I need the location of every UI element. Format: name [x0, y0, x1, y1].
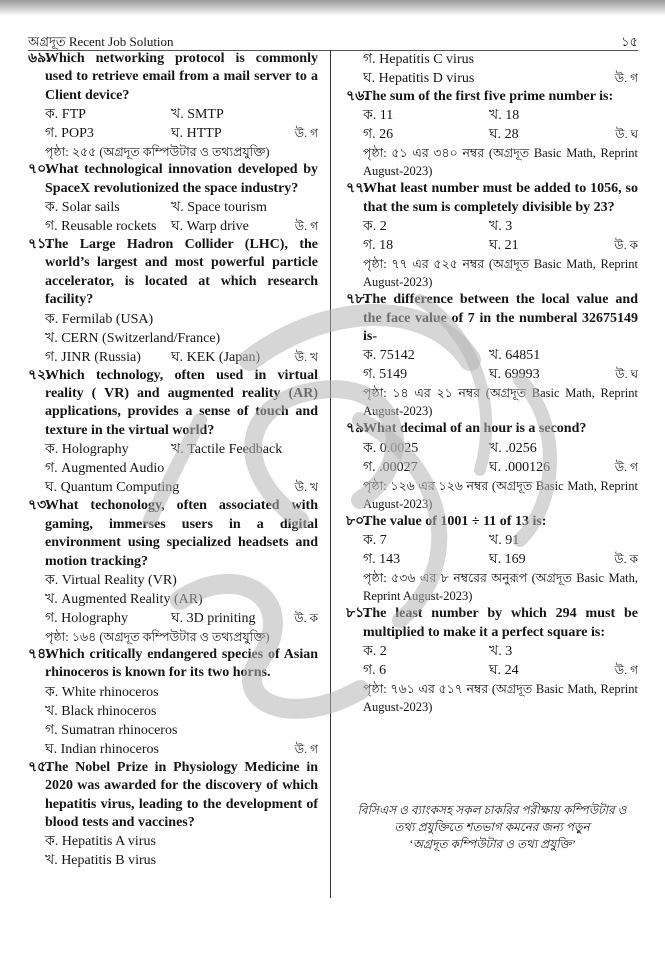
page-reference: পৃষ্ঠা: ২৫৫ (অগ্রদূত কম্পিউটার ও তথ্যপ্রযুক্তি)	[45, 145, 270, 160]
option: ক. 7	[363, 533, 387, 549]
option: গ. 26	[363, 127, 394, 143]
option-row	[363, 125, 638, 144]
promo-note	[346, 802, 638, 853]
option: ঘ. 21	[489, 238, 519, 254]
option: গ. Reusable rockets	[45, 219, 157, 235]
option-row	[45, 217, 318, 236]
option: গ. 5149	[363, 367, 408, 383]
answer-key: উ. গ	[294, 126, 318, 141]
answer-key: উ. গ	[614, 71, 638, 85]
page-reference: পৃষ্ঠা: ৫১ এর ৩৪০ নম্বর (অগ্রদূত Basic Math, Reprint August-2023)	[363, 146, 638, 179]
page-number: ১৫	[621, 34, 638, 49]
answer-key: উ. খ	[294, 480, 318, 495]
question-text	[346, 180, 638, 217]
book-title: অগ্রদূত Recent Job Solution	[28, 34, 174, 49]
option: ঘ. .000126	[489, 459, 551, 475]
option: গ. .00027	[363, 459, 418, 475]
option: ঘ. Warp drive	[171, 219, 249, 235]
options-list	[28, 198, 318, 236]
question-body: Which technology, often used in virtual reality ( VR) and augmented reality (AR) applications, provides a sense of touch and texture in the virtual world?	[45, 367, 318, 438]
option: ঘ. Hepatitis D virus	[363, 71, 475, 86]
option: খ. Hepatitis B virus	[45, 853, 157, 869]
option: ক. 2	[363, 644, 387, 660]
option: খ. Tactile Feedback	[171, 442, 283, 458]
option-row	[45, 459, 318, 478]
question-body: The value of 1001 ÷ 11 of 13 is:	[363, 513, 547, 529]
promo-line-3: ‘অগ্রদূত কম্পিউটার ও তথ্য প্রযুক্তি’	[408, 837, 576, 851]
option: ক. FTP	[45, 107, 86, 123]
option: গ. 18	[363, 238, 394, 254]
option-row	[45, 609, 318, 628]
promo-line-2: তথ্য প্রযুক্তিতে শতভাগ কমনের জন্য পড়ুন	[394, 820, 590, 834]
options-list	[346, 106, 638, 144]
option-row	[45, 702, 318, 721]
option: খ. 64851	[489, 348, 541, 364]
question-number: ৭৭.	[346, 181, 368, 197]
option: ঘ. KEK (Japan)	[171, 349, 261, 365]
option: ক. Holography	[45, 442, 129, 458]
answer-key: উ. ঘ	[615, 127, 638, 142]
option: খ. CERN (Switzerland/France)	[45, 330, 221, 346]
column-divider	[330, 50, 331, 898]
options-list	[28, 832, 318, 870]
question-block	[28, 646, 318, 759]
question-body: The difference between the local value and the face value of 7 in the numberal 32675149 is-	[363, 292, 638, 345]
left-column	[28, 50, 318, 870]
option: ঘ. 28	[489, 127, 519, 143]
question-text	[28, 497, 318, 571]
options-list	[28, 683, 318, 759]
option: ঘ. Indian rhinoceros	[45, 741, 160, 757]
option: ঘ. 3D priniting	[171, 610, 256, 626]
option-row	[363, 50, 638, 69]
option-row	[363, 69, 638, 88]
option-row	[363, 642, 638, 661]
question-body: The sum of the first five prime number is:	[363, 89, 614, 104]
question-block	[346, 88, 638, 180]
question-block	[346, 605, 638, 716]
options-list	[28, 440, 318, 497]
option-row	[45, 590, 318, 609]
option-row	[363, 550, 638, 569]
question-body: The least number by which 294 must be multiplied to make it a perfect square is:	[363, 606, 638, 640]
option: গ. 6	[363, 663, 387, 679]
page-reference: পৃষ্ঠা: ১২৬ এর ১২৬ নম্বর (অগ্রদূত Basic Math, Reprint August-2023)	[363, 478, 638, 511]
option: ঘ. 69993	[489, 367, 540, 383]
page-reference: পৃষ্ঠা: ১৬৪ (অগ্রদূত কম্পিউটার ও তথ্যপ্রযুক্তি)	[45, 629, 270, 644]
answer-key: উ. খ	[294, 349, 318, 364]
question-number: ৬৯.	[28, 51, 50, 66]
question-block	[28, 161, 318, 236]
question-number: ৭০.	[28, 162, 50, 178]
answer-key: উ. ক	[614, 238, 638, 253]
option: খ. Space tourism	[171, 200, 267, 216]
option-row	[45, 571, 318, 590]
option-row	[45, 478, 318, 497]
question-block	[346, 180, 638, 291]
question-number: ৮১.	[346, 606, 368, 622]
page-reference: পৃষ্ঠা: ৫৩৬ এর ৮ নম্বরের অনুরূপ (অগ্রদূত Basic Math, Reprint August-2023)	[363, 571, 638, 604]
option-row	[45, 721, 318, 740]
question-number: ৭৮.	[346, 292, 368, 308]
options-list	[346, 531, 638, 569]
page-header	[28, 32, 638, 51]
option: খ. Augmented Reality (AR)	[45, 591, 203, 607]
question-text	[346, 291, 638, 346]
option: ক. Fermilab (USA)	[45, 311, 154, 327]
option: গ. 143	[363, 552, 401, 568]
option-row	[363, 106, 638, 125]
page-reference: পৃষ্ঠা: ৭৭ এর ৫২৫ নম্বর (অগ্রদূত Basic Math, Reprint August-2023)	[363, 257, 638, 290]
option: ক. 2	[363, 219, 387, 235]
option: ক. 75142	[363, 348, 415, 364]
question-block	[28, 497, 318, 646]
option-row	[45, 105, 318, 124]
question-number: ৮০.	[346, 513, 368, 529]
options-list	[346, 217, 638, 255]
options-list	[346, 642, 638, 680]
option: খ. 3	[489, 644, 513, 660]
question-text	[28, 646, 318, 683]
answer-key: উ. গ	[614, 663, 638, 678]
question-number: ৭৬.	[346, 89, 368, 104]
option: খ. 18	[489, 108, 520, 124]
option-row	[45, 683, 318, 702]
option: ঘ. Quantum Computing	[45, 480, 180, 496]
question-block	[28, 50, 318, 161]
question-number: ৭৫.	[28, 759, 50, 775]
option: খ. .0256	[489, 440, 537, 456]
option-row	[45, 124, 318, 143]
question-block	[346, 291, 638, 420]
option: ক. Hepatitis A virus	[45, 834, 156, 850]
question-body: What decimal of an hour is a second?	[363, 421, 587, 437]
option: ঘ. 24	[489, 663, 519, 679]
options-list	[28, 105, 318, 143]
option-row	[45, 310, 318, 329]
option: ক. 11	[363, 108, 394, 124]
option: গ. Augmented Audio	[45, 461, 165, 477]
question-block	[346, 513, 638, 605]
option: খ. Black rhinoceros	[45, 703, 157, 719]
option: খ. 3	[489, 219, 513, 235]
option-row	[363, 661, 638, 680]
question-text	[28, 50, 318, 105]
option-row	[45, 832, 318, 851]
question-text	[346, 88, 638, 106]
question-text	[28, 759, 318, 833]
option-row	[45, 440, 318, 459]
question-body: The Large Hadron Collider (LHC), the world’s largest and most powerful particle accelerator, is located at which research facility?	[45, 237, 318, 308]
question-body: The Nobel Prize in Physiology Medicine in 2020 was awarded for the discovery of which hepatitis virus, leading to the development of blood tests and vaccines?	[45, 759, 318, 830]
options-list	[346, 439, 638, 477]
page-reference: পৃষ্ঠা: ১৪ এর ২১ নম্বর (অগ্রদূত Basic Math, Reprint August-2023)	[363, 386, 638, 419]
option: খ. SMTP	[171, 107, 224, 123]
option: ক. Solar sails	[45, 200, 120, 216]
option: ক. White rhinoceros	[45, 684, 159, 700]
options-list	[28, 571, 318, 628]
answer-key: উ. ক	[614, 552, 638, 567]
option: খ. 91	[489, 533, 520, 549]
option-row	[363, 365, 638, 384]
question-text	[346, 513, 638, 531]
option-row	[363, 346, 638, 365]
question-block	[28, 236, 318, 367]
option-row	[45, 329, 318, 348]
options-list	[346, 50, 638, 88]
answer-key: উ. ক	[294, 610, 318, 625]
page-reference: পৃষ্ঠা: ৭৬১ এর ৫১৭ নম্বর (অগ্রদূত Basic Math, Reprint August-2023)	[363, 682, 638, 715]
option-row	[363, 439, 638, 458]
answer-key: উ. গ	[294, 219, 318, 234]
option: ক. 0.0025	[363, 440, 419, 456]
options-list	[28, 310, 318, 367]
question-body: What techonology, often associated with gaming, immerses users in a digital environment using specialized headsets and motion tracking?	[45, 498, 318, 569]
option-row	[363, 458, 638, 477]
option: ক. Virtual Reality (VR)	[45, 572, 177, 588]
option: ঘ. 169	[489, 552, 526, 568]
question-number: ৭৪.	[28, 646, 50, 662]
question-text	[346, 420, 638, 438]
option-row	[45, 198, 318, 217]
question-text	[28, 367, 318, 441]
promo-line-1: বিসিএস ও ব্যাংকসহ সকল চাকরির পরীক্ষায় কম্পিউটার ও	[357, 803, 627, 817]
question-body: Which critically endangered species of Asian rhinoceros is known for its two horns.	[45, 646, 318, 681]
question-block	[346, 50, 638, 88]
question-body: What technological innovation developed by SpaceX revolutionized the space industry?	[45, 162, 318, 196]
answer-key: উ. গ	[294, 741, 318, 756]
right-column	[346, 50, 638, 716]
option-row	[363, 236, 638, 255]
question-number: ৭১.	[28, 237, 50, 253]
question-number: ৭৯.	[346, 421, 368, 437]
question-text	[346, 605, 638, 642]
question-body: What least number must be added to 1056, so that the sum is completely divisible by 23?	[363, 181, 638, 215]
option: ঘ. HTTP	[171, 126, 222, 142]
option-row	[363, 217, 638, 236]
question-number: ৭৩.	[28, 498, 50, 514]
option-row	[45, 348, 318, 367]
answer-key: উ. ঘ	[615, 367, 638, 382]
option: গ. Holography	[45, 610, 129, 626]
option: গ. POP3	[45, 126, 94, 142]
option-row	[363, 531, 638, 550]
option: গ. JINR (Russia)	[45, 349, 141, 365]
question-body: Which networking protocol is commonly used to retrieve email from a mail server to a Client device?	[45, 51, 318, 103]
question-text	[28, 236, 318, 310]
question-block	[28, 367, 318, 498]
option-row	[45, 740, 318, 759]
options-list	[346, 346, 638, 384]
question-block	[346, 420, 638, 512]
option-row	[45, 851, 318, 870]
question-number: ৭২.	[28, 367, 50, 383]
option: গ. Hepatitis C virus	[363, 52, 475, 67]
question-text	[28, 161, 318, 198]
option: গ. Sumatran rhinoceros	[45, 722, 178, 738]
question-block	[28, 759, 318, 871]
answer-key: উ. গ	[614, 459, 638, 474]
